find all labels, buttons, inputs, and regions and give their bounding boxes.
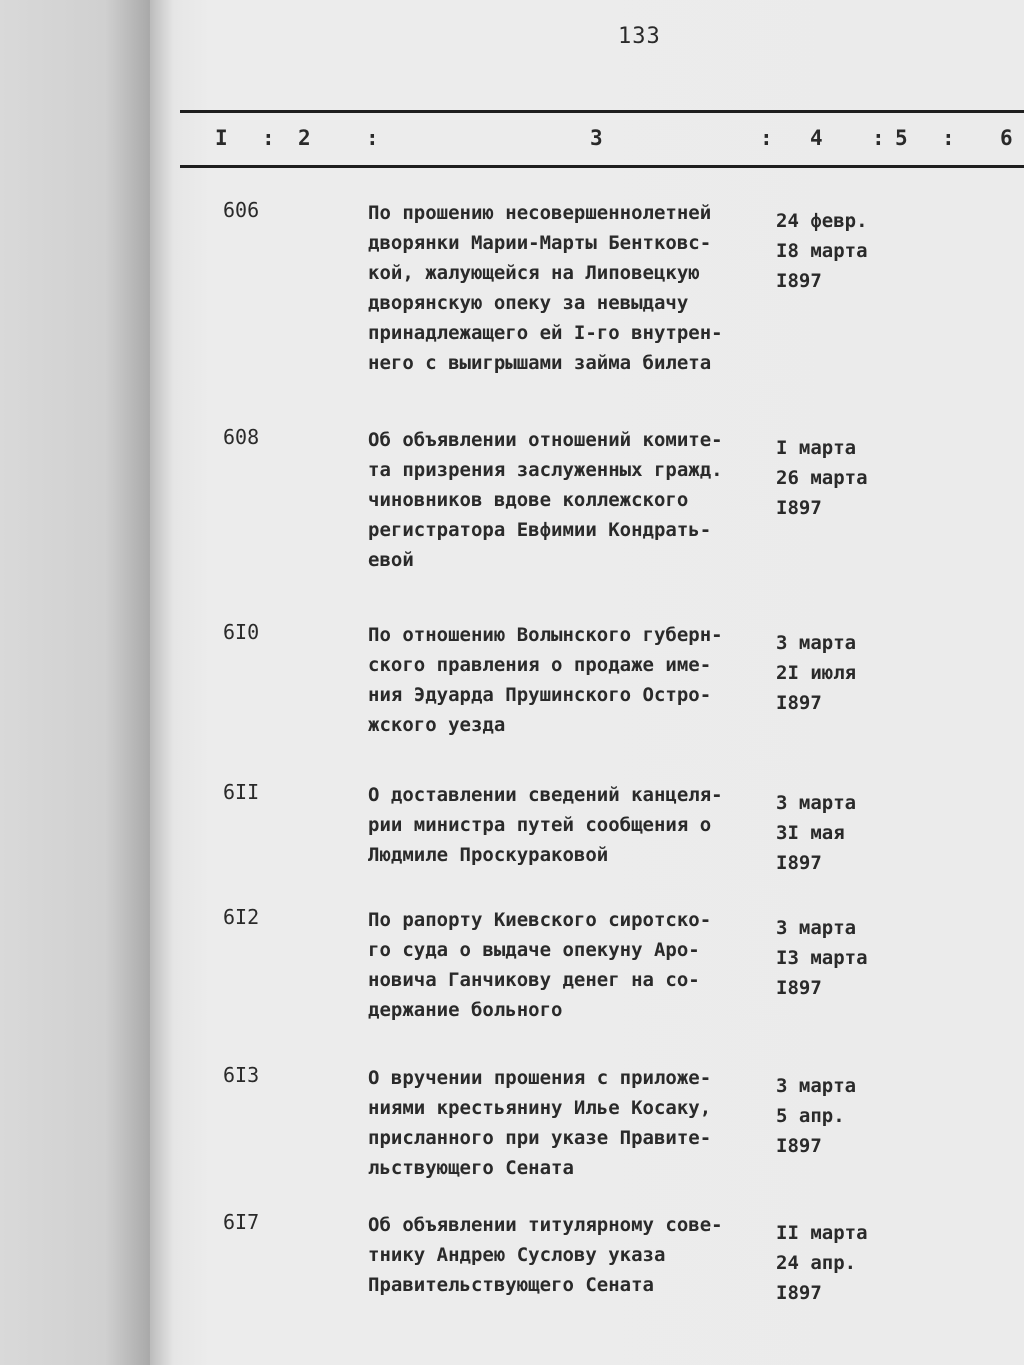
entry-date: 5 апр. (776, 1105, 845, 1127)
entry-date: 3 марта (776, 792, 857, 814)
facing-page-edge (0, 0, 150, 1365)
entry-description (368, 425, 778, 575)
entry-number: 6I7 (223, 1210, 260, 1234)
entry-date: I897 (776, 1282, 822, 1304)
entry-date: 3 марта (776, 1075, 857, 1097)
entry-description-line: рии министра путей сообщения о (368, 814, 712, 836)
entry-date: I897 (776, 692, 822, 714)
entry-description-line: ского правления о продаже име- (368, 654, 712, 676)
entry-dates (776, 628, 856, 718)
entry-description-line: тнику Андрею Суслову указа (368, 1244, 666, 1266)
column-separator: : (262, 126, 275, 150)
entry-date: 3 марта (776, 917, 857, 939)
entry-dates (776, 788, 856, 878)
entry-description-line: та призрения заслуженных гражд. (368, 459, 723, 481)
entry-description-line: держание больного (368, 999, 563, 1021)
entry-description-line: евой (368, 549, 414, 571)
entry-description-line: Правительствующего Сената (368, 1274, 654, 1296)
entry-description (368, 780, 778, 870)
entry-description-line: дворянскую опеку за невыдачу (368, 292, 689, 314)
entry-date: I897 (776, 852, 822, 874)
header-rule-bottom (180, 165, 1024, 168)
entry-description-line: чиновников вдове коллежского (368, 489, 689, 511)
header-rule-top (180, 110, 1024, 113)
entry-description (368, 1210, 778, 1300)
entry-dates (776, 913, 868, 1003)
entry-date: II марта (776, 1222, 868, 1244)
entry-description-line: кой, жалующейся на Липовецкую (368, 262, 700, 284)
entry-date: I марта (776, 437, 857, 459)
entry-description (368, 620, 778, 740)
column-header-3: 3 (590, 126, 603, 150)
column-header-4: 4 (810, 126, 823, 150)
entry-dates (776, 206, 868, 296)
entry-description-line: принадлежащего ей I-го внутрен- (368, 322, 723, 344)
entry-description-line: По отношению Волынского губерн- (368, 624, 723, 646)
entry-date: I8 марта (776, 240, 868, 262)
entry-description-line: По рапорту Киевского сиротско- (368, 909, 712, 931)
entry-date: I3 марта (776, 947, 868, 969)
column-header-1: I (215, 126, 228, 150)
entry-description-line: Об объявлении отношений комите- (368, 429, 723, 451)
entry-description-line: льствующего Сената (368, 1157, 574, 1179)
column-separator: : (760, 126, 773, 150)
column-separator: : (366, 126, 379, 150)
entry-dates (776, 1071, 856, 1161)
entry-date: I897 (776, 497, 822, 519)
entry-description-line: жского уезда (368, 714, 506, 736)
entry-date: I897 (776, 270, 822, 292)
entry-description (368, 905, 778, 1025)
entry-description (368, 1063, 778, 1183)
entry-description-line: О вручении прошения с приложе- (368, 1067, 712, 1089)
entry-description-line: го суда о выдаче опекуну Аро- (368, 939, 700, 961)
entry-number: 606 (223, 198, 260, 222)
entry-number: 6II (223, 780, 260, 804)
entry-date: 3 марта (776, 632, 857, 654)
entry-date: 24 апр. (776, 1252, 857, 1274)
entry-number: 6I3 (223, 1063, 260, 1087)
entry-date: 26 марта (776, 467, 868, 489)
entry-dates (776, 433, 868, 523)
column-header-2: 2 (298, 126, 311, 150)
page-number: 133 (618, 24, 661, 49)
entry-number: 6I0 (223, 620, 260, 644)
column-separator: : (942, 126, 955, 150)
entry-description (368, 198, 778, 378)
entry-date: I897 (776, 977, 822, 999)
entry-description-line: регистратора Евфимии Кондрать- (368, 519, 712, 541)
entry-description-line: новича Ганчикову денег на со- (368, 969, 700, 991)
column-header-6: 6 (1000, 126, 1013, 150)
entry-description-line: О доставлении сведений канцеля- (368, 784, 723, 806)
entry-description-line: присланного при указе Правите- (368, 1127, 712, 1149)
entry-date: 3I мая (776, 822, 845, 844)
column-header-5: 5 (895, 126, 908, 150)
entry-date: 24 февр. (776, 210, 868, 232)
entry-description-line: Об объявлении титулярному сове- (368, 1214, 723, 1236)
entry-number: 608 (223, 425, 260, 449)
entry-description-line: По прошению несовершеннолетней (368, 202, 712, 224)
entry-date: 2I июля (776, 662, 857, 684)
entry-description-line: Людмиле Проскураковой (368, 844, 609, 866)
column-separator: : (872, 126, 885, 150)
entry-dates (776, 1218, 868, 1308)
entry-description-line: него с выигрышами займа билета (368, 352, 712, 374)
entry-number: 6I2 (223, 905, 260, 929)
entry-description-line: ниями крестьянину Илье Косаку, (368, 1097, 712, 1119)
entry-description-line: дворянки Марии-Марты Бентковс- (368, 232, 712, 254)
entry-description-line: ния Эдуарда Прушинского Остро- (368, 684, 712, 706)
entry-date: I897 (776, 1135, 822, 1157)
